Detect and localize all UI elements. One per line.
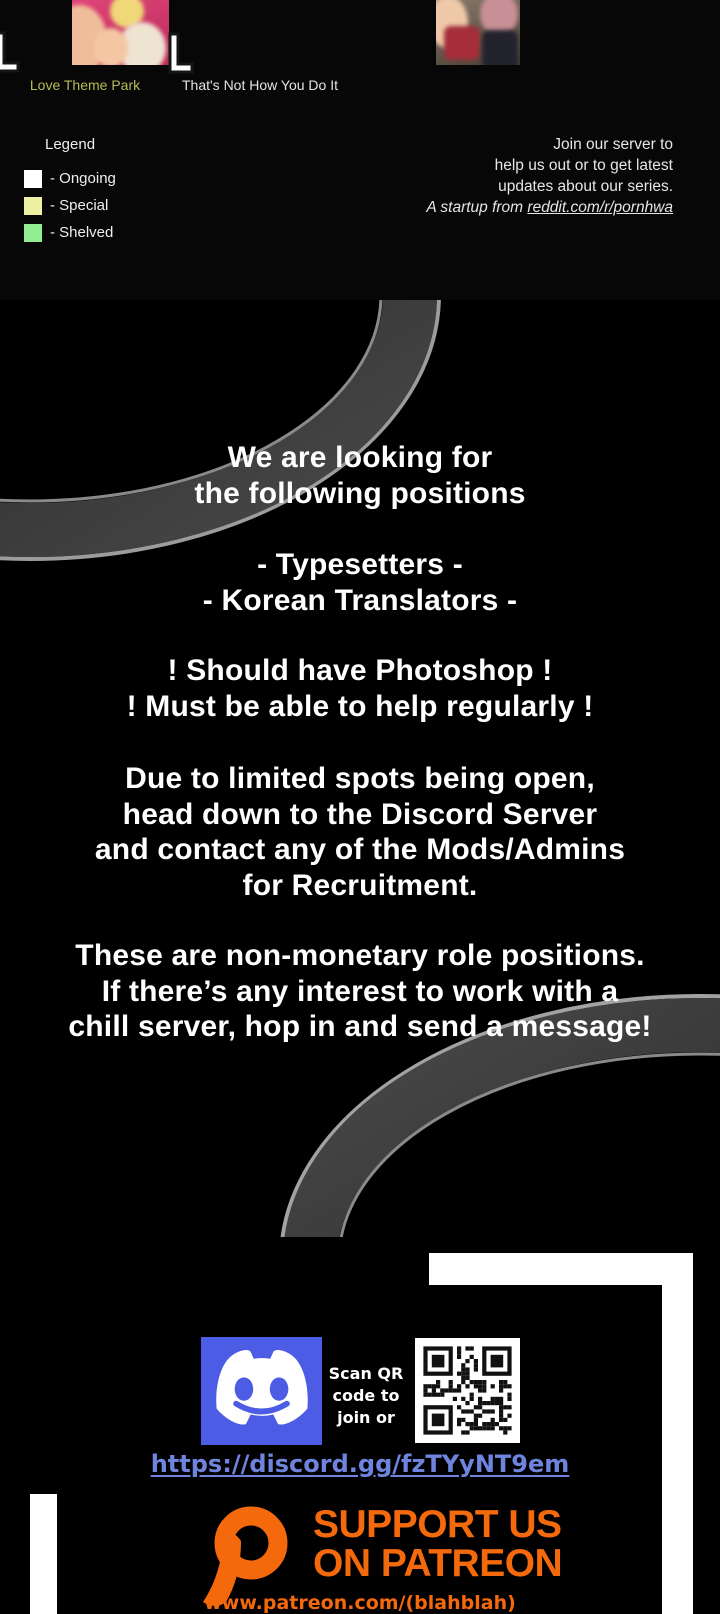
join-server-note [426,134,673,218]
legend-title: Legend [45,136,96,153]
qr-code-icon[interactable] [415,1338,520,1443]
top-ring [0,300,439,559]
corner-frame-right-bar [662,1253,693,1614]
series-card-love-theme-park[interactable] [0,0,170,93]
join-note-line: updates about our series. [498,178,673,195]
cover-art-shape [482,30,518,65]
recruit-line: If there’s any interest to work with a [101,974,619,1008]
ongoing-swatch [24,170,42,188]
recruit-line: We are looking for [227,441,493,474]
cover-art-shape [94,28,128,65]
recruit-line: Due to limited spots being open, [125,762,595,795]
legend-row-ongoing [24,165,116,192]
recruitment-section [0,300,720,1237]
patreon-support-text [313,1505,573,1583]
support-line: ON PATREON [313,1542,563,1585]
cover-art-shape [444,26,480,60]
recruit-line: head down to the Discord Server [122,797,598,831]
recruit-requirements [0,653,720,724]
recruit-line: and contact any of the Mods/Admins [94,833,626,866]
scan-line: code to [332,1386,400,1405]
discord-invite-url-text[interactable]: https://discord.gg/fzTYyNT9em [150,1450,570,1478]
recruit-positions [0,547,720,618]
recruit-instructions [0,761,720,903]
corner-frame-top-bar [429,1253,693,1285]
recruit-note [0,938,720,1045]
discord-logo-icon [201,1337,322,1445]
recruit-line: ! Must be able to help regularly ! [126,689,594,723]
recruit-line: chill server, hop in and send a message! [68,1010,652,1043]
scan-qr-caption [318,1363,414,1429]
legend-label: - Ongoing [50,170,116,187]
l-badge-icon [0,30,21,76]
recruit-line: - Korean Translators - [202,583,518,617]
patreon-url-partial[interactable]: www.patreon.com/(blahblah) [204,1592,516,1614]
series-title[interactable]: That's Not How You Do It [182,77,338,93]
join-note-line: Join our server to [553,136,673,153]
legend-row-special [24,192,116,219]
legend-label: - Shelved [50,224,114,241]
join-note-line: help us out or to get latest [494,157,673,174]
series-title[interactable]: Love Theme Park [29,77,141,93]
support-line: SUPPORT US [313,1503,562,1546]
reddit-link[interactable]: reddit.com/r/pornhwa [527,199,673,216]
startup-line [426,197,673,218]
scan-line: Scan QR [328,1364,404,1383]
shelved-swatch [24,224,42,242]
recruit-line: the following positions [194,476,526,510]
l-badge-icon [165,31,195,77]
discord-invite-link[interactable] [0,1450,720,1478]
recruit-line: These are non-monetary role positions. [75,939,645,972]
special-swatch [24,197,42,215]
legend-row-shelved [24,219,116,246]
startup-prefix: A startup from [426,199,528,216]
scan-line: join or [337,1408,395,1427]
series-card-thats-not-how-you-do-it[interactable] [175,0,345,93]
series-cover-art[interactable] [436,0,520,65]
recruit-line: for Recruitment. [242,868,478,902]
recruit-line: - Typesetters - [257,548,463,581]
recruit-line: ! Should have Photoshop ! [167,654,553,687]
recruit-heading [0,440,720,511]
legend-label: - Special [50,197,109,214]
legend [24,136,116,246]
series-cover-art[interactable] [72,0,169,65]
header-section [0,0,720,300]
footer-section [0,1237,720,1614]
